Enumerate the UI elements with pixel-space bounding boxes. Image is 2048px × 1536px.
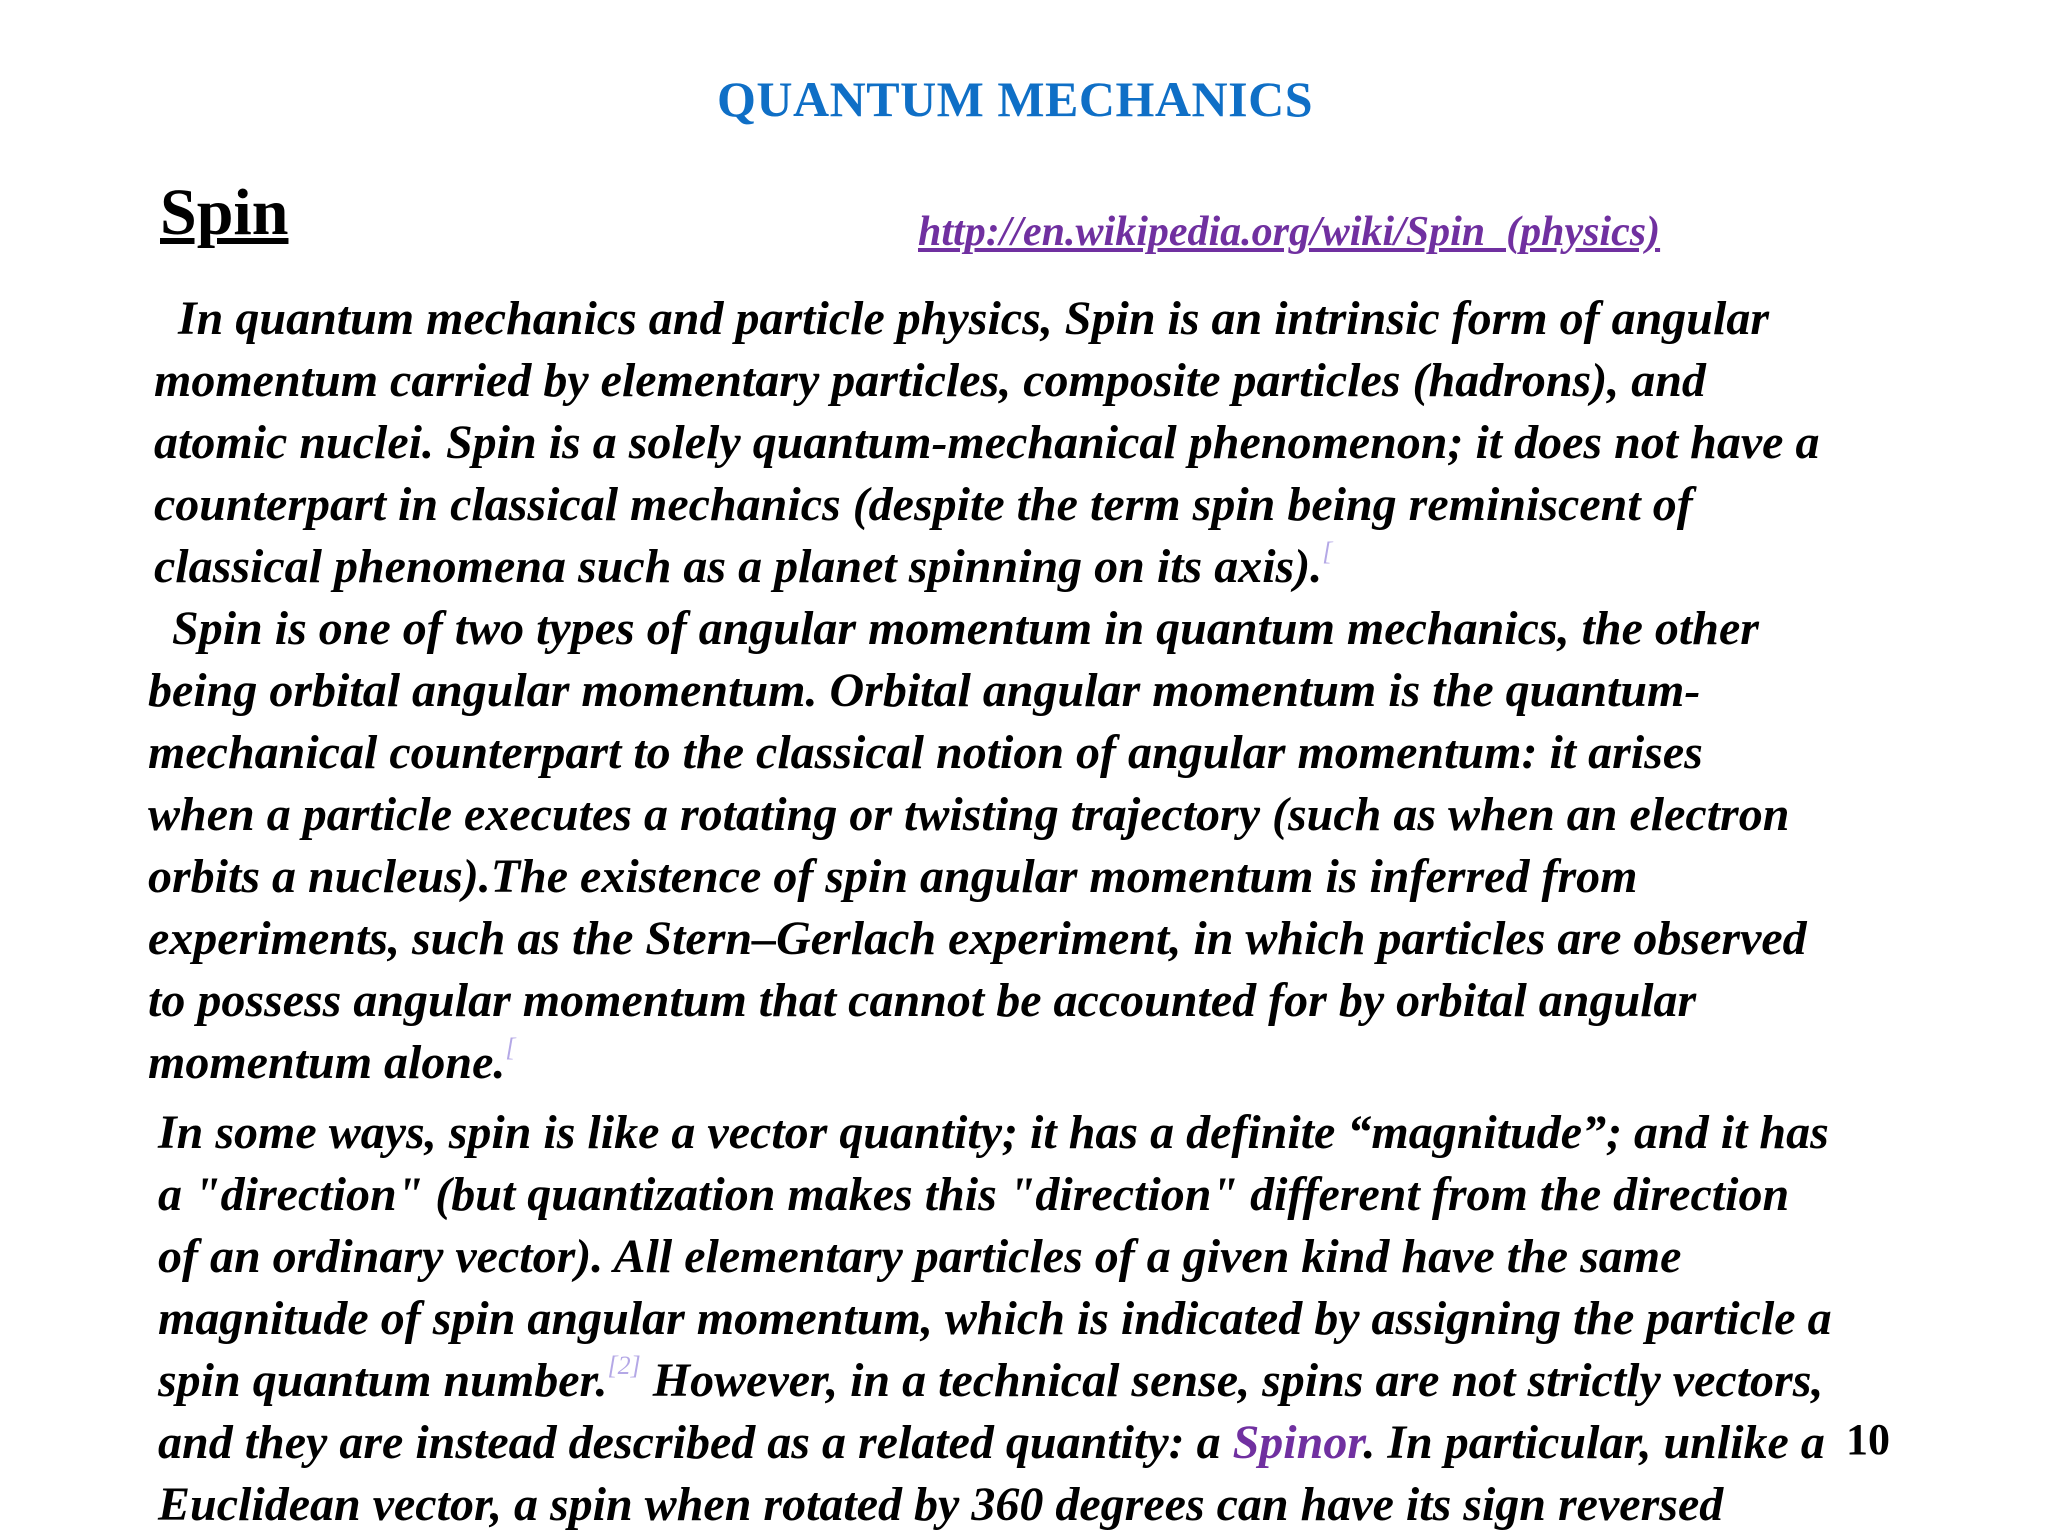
text-line: orbits a nucleus).The existence of spin angular momentum is inferred from	[148, 850, 1638, 903]
slide-number: 10	[1846, 1415, 1890, 1464]
text-line-with-ref	[154, 536, 1819, 598]
text-line: Euclidean vector, a spin when rotated by 360 degrees can have its sign reversed	[158, 1478, 1724, 1531]
footnote-ref[interactable]: [	[1322, 537, 1333, 566]
text-line: to possess angular momentum that cannot be accounted for by orbital angular	[148, 974, 1697, 1027]
text-segment: and they are instead described as a related quantity: a	[158, 1416, 1233, 1469]
section-heading: Spin	[160, 176, 289, 249]
text-line-with-link	[158, 1412, 1832, 1474]
text-line: In quantum mechanics and particle physics, Spin is an intrinsic form of angular	[154, 292, 1770, 345]
paragraph-intro	[154, 288, 1819, 598]
text-line: of an ordinary vector). All elementary particles of a given kind have the same	[158, 1230, 1682, 1283]
text-line: momentum alone.	[148, 1036, 506, 1089]
text-line: atomic nuclei. Spin is a solely quantum-mechanical phenomenon; it does not have a	[154, 416, 1820, 469]
text-line: counterpart in classical mechanics (despite the term spin being reminiscent of	[154, 478, 1693, 531]
text-line: In some ways, spin is like a vector quantity; it has a definite “magnitude”; and it has	[158, 1106, 1829, 1159]
footnote-ref[interactable]: [2]	[607, 1351, 641, 1380]
text-line: when a particle executes a rotating or twisting trajectory (such as when an electron	[148, 788, 1790, 841]
spinor-link[interactable]: Spinor	[1232, 1416, 1364, 1469]
text-line: magnitude of spin angular momentum, which is indicated by assigning the particle a	[158, 1292, 1832, 1345]
wikipedia-link[interactable]: http://en.wikipedia.org/wiki/Spin_(physics)	[918, 209, 1661, 255]
text-line: classical phenomena such as a planet spinning on its axis).	[154, 540, 1323, 593]
paragraph-vector	[158, 1102, 1832, 1536]
paragraph-types	[148, 598, 1807, 1094]
text-line-with-ref	[158, 1350, 1832, 1412]
footnote-ref[interactable]: [	[505, 1033, 516, 1062]
text-line: mechanical counterpart to the classical notion of angular momentum: it arises	[148, 726, 1703, 779]
page-header-title: QUANTUM MECHANICS	[717, 71, 1313, 127]
text-line-with-ref	[148, 1032, 1807, 1094]
text-line: a "direction" (but quantization makes this "direction" different from the direction	[158, 1168, 1790, 1221]
text-line: being orbital angular momentum. Orbital angular momentum is the quantum-	[148, 664, 1701, 717]
text-line: experiments, such as the Stern–Gerlach experiment, in which particles are observed	[148, 912, 1807, 965]
text-segment: . In particular, unlike a	[1363, 1416, 1825, 1469]
text-segment: spin quantum number.	[158, 1354, 608, 1407]
text-line: momentum carried by elementary particles, composite particles (hadrons), and	[154, 354, 1706, 407]
text-line: Spin is one of two types of angular momentum in quantum mechanics, the other	[148, 602, 1759, 655]
text-segment: However, in a technical sense, spins are not strictly vectors,	[640, 1354, 1824, 1407]
